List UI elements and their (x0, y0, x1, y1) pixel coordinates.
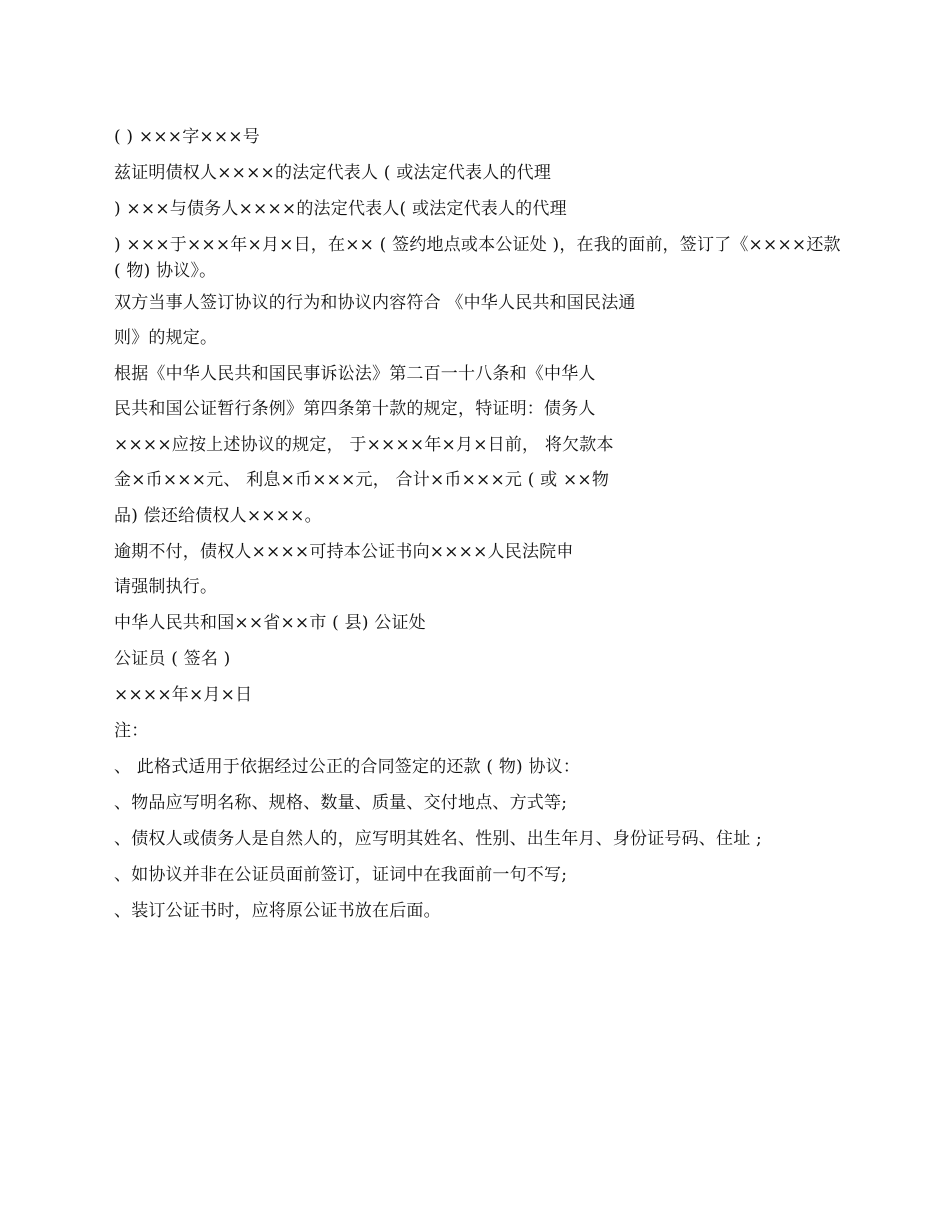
note-item: 、 此格式适用于依据经过公正的合同签定的还款 ( 物) 协议： (114, 757, 581, 777)
text-line: ××××应按上述协议的规定， 于××××年×月×日前， 将欠款本 (114, 435, 614, 455)
text-line: 金×币×××元、 利息×币×××元， 合计×币×××元 ( 或 ××物 (114, 470, 610, 490)
date-line: ××××年×月×日 (114, 685, 253, 705)
note-item: 、如协议并非在公证员面前签订，证词中在我面前一句不写; (114, 865, 568, 885)
note-item: 、装订公证书时，应将原公证书放在后面。 (114, 901, 441, 921)
notary-office-line: 中华人民共和国××省××市 ( 县) 公证处 (114, 613, 426, 633)
document-number-line: ( ) ×××字×××号 (114, 127, 260, 147)
note-item: 、债权人或债务人是自然人的，应写明其姓名、性别、出生年月、身份证号码、住址 ; (114, 829, 762, 849)
note-item: 、物品应写明名称、规格、数量、质量、交付地点、方式等; (114, 793, 568, 813)
text-line: 根据《中华人民共和国民事诉讼法》第二百一十八条和《中华人 (114, 364, 596, 384)
text-line: 兹证明债权人××××的法定代表人 ( 或法定代表人的代理 (114, 163, 552, 183)
text-line: 品) 偿还给债权人××××。 (114, 506, 322, 526)
text-line: 则》的规定。 (114, 328, 218, 348)
text-line: 双方当事人签订协议的行为和协议内容符合 《中华人民共和国民法通 (114, 293, 636, 313)
notes-heading: 注： (114, 721, 149, 741)
text-paragraph: ) ×××于×××年×月×日，在×× ( 签约地点或本公证处 )，在我的面前，签订了《××××还款 ( 物) 协议》。 (114, 235, 841, 281)
text-line: 民共和国公证暂行条例》第四条第十款的规定，特证明：债务人 (114, 399, 596, 419)
notary-signature-line: 公证员 ( 签名 ) (114, 649, 231, 669)
text-line: ) ×××与债务人××××的法定代表人( 或法定代表人的代理 (114, 199, 567, 219)
text-line: 请强制执行。 (114, 577, 218, 597)
text-line: 逾期不付，债权人××××可持本公证书向××××人民法院申 (114, 542, 574, 562)
